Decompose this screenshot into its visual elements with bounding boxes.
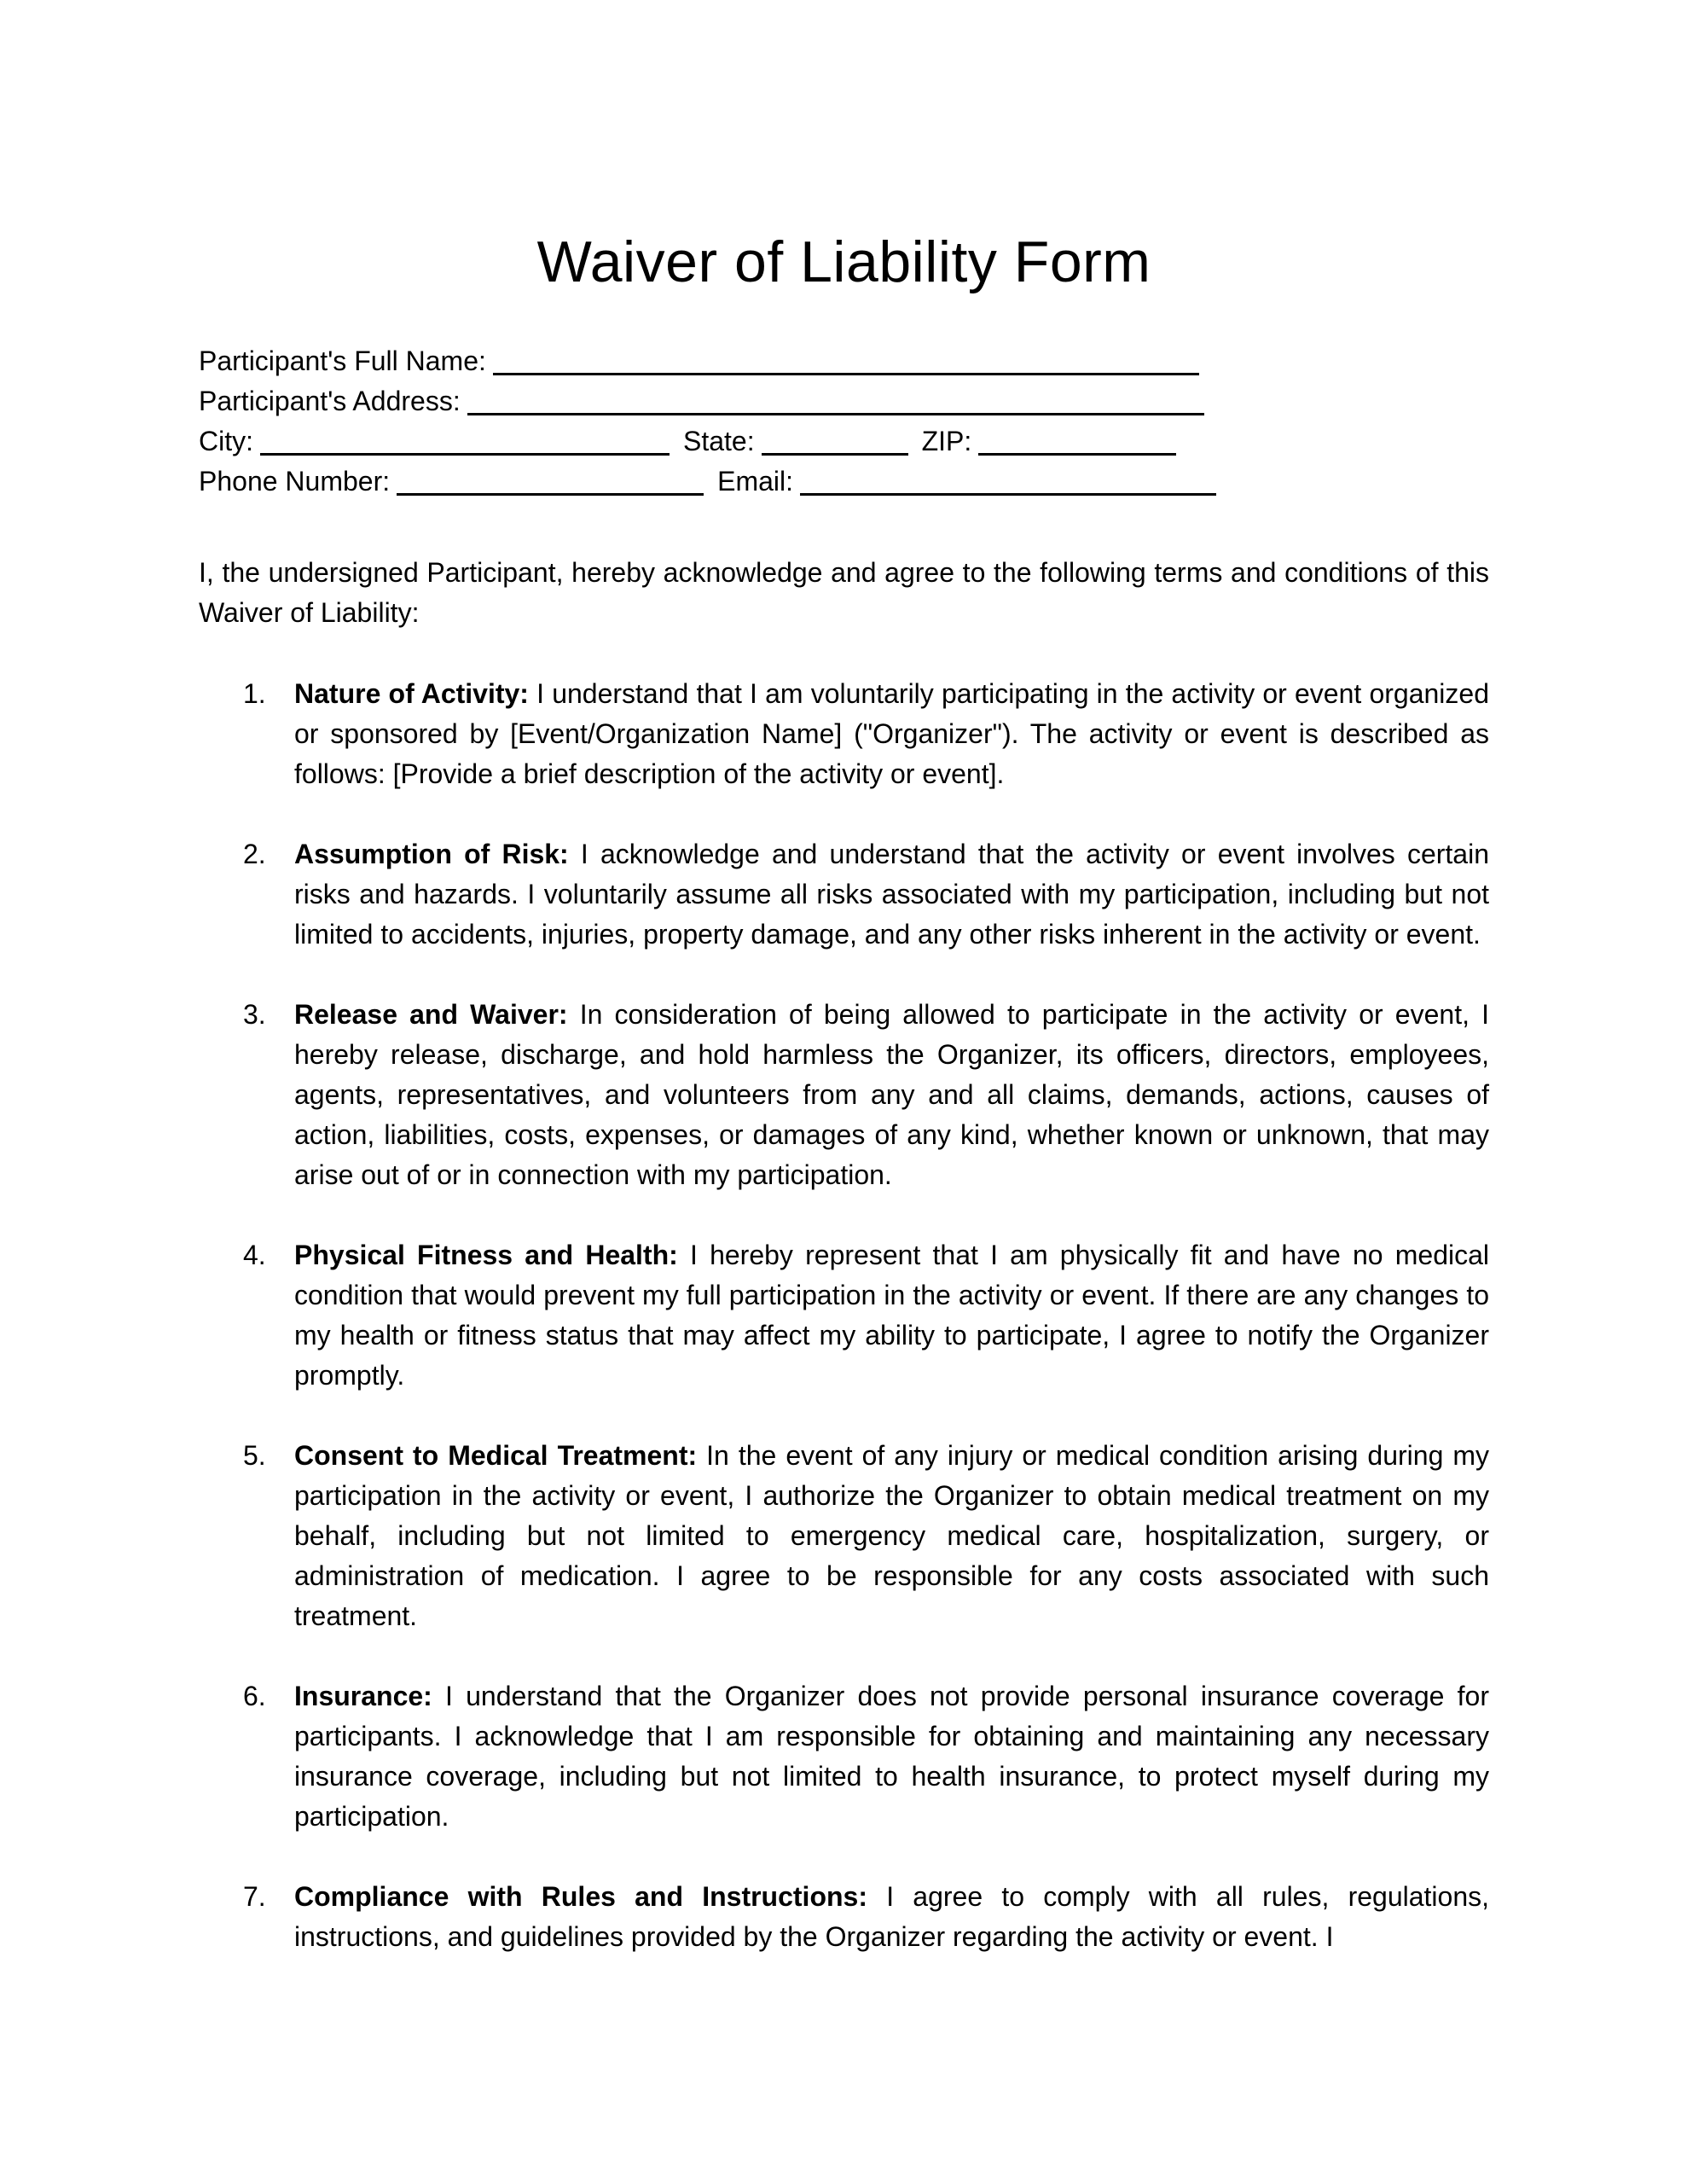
full-name-label: Participant's Full Name: [199, 346, 486, 376]
term-item-7 [199, 1877, 1489, 1957]
phone-label: Phone Number: [199, 466, 391, 497]
document-title: Waiver of Liability Form [536, 229, 1151, 294]
term-number: 7. [243, 1881, 266, 1912]
city-blank [260, 451, 670, 456]
term-item-3 [199, 995, 1489, 1195]
full-name-blank [493, 371, 1199, 375]
term-label: Release and Waiver: [294, 999, 568, 1030]
term-label: Nature of Activity: [294, 678, 529, 709]
field-phone-email [199, 462, 1489, 502]
term-text: In the event of any injury or medical condition arising during my participation in the activity or event, I authorize the Organizer to obtain medical treatment on my behalf, including but not limited to emergency medical care, hospitalization, surgery, or administration of medication. I agree to be responsible for any costs associated with such treatment. [294, 1440, 1490, 1631]
term-label: Assumption of Risk: [294, 839, 569, 869]
term-text: I understand that I am voluntarily participating in the activity or event organized or sponsored by [Event/Organization Name] ("Organizer"). The activity or event is described as follows: [Provide a brief description of the activity or event]. [294, 678, 1490, 789]
term-text: I hereby represent that I am physically fit and have no medical condition that would prevent my full participation in the activity or event. If there are any changes to my health or fitness status that may affect my ability to participate, I agree to notify the Organizer promptly. [294, 1240, 1490, 1391]
address-label: Participant's Address: [199, 386, 461, 416]
email-blank [800, 491, 1216, 496]
field-full-name [199, 341, 1489, 381]
term-number: 6. [243, 1681, 266, 1711]
intro-paragraph: I, the undersigned Participant, hereby acknowledge and agree to the following terms and conditions of this Waiver of Liability: [199, 557, 1489, 628]
term-item-2 [199, 834, 1489, 955]
state-label: State: [683, 426, 755, 456]
city-label: City: [199, 426, 253, 456]
term-number: 3. [243, 999, 266, 1030]
term-text: In consideration of being allowed to participate in the activity or event, I hereby release, discharge, and hold harmless the Organizer, its officers, directors, employees, agents, representatives, and volunteers from any and all claims, demands, actions, causes of action, liabilities, costs, expenses, or damages of any kind, whether known or unknown, that may arise out of or in connection with my participation. [294, 999, 1490, 1190]
term-item-4 [199, 1235, 1489, 1396]
term-number: 5. [243, 1440, 266, 1471]
term-text: I acknowledge and understand that the activity or event involves certain risks and hazards. I voluntarily assume all risks associated with my participation, including but not limited to accidents, injuries, property damage, and any other risks inherent in the activity or event. [294, 839, 1490, 950]
field-city-state-zip [199, 421, 1489, 462]
term-label: Insurance: [294, 1681, 432, 1711]
term-item-5 [199, 1436, 1489, 1636]
term-label: Compliance with Rules and Instructions: [294, 1881, 867, 1912]
term-item-6 [199, 1676, 1489, 1837]
term-label: Consent to Medical Treatment: [294, 1440, 698, 1471]
term-number: 4. [243, 1240, 266, 1270]
participant-fields [199, 341, 1489, 502]
zip-blank [978, 451, 1176, 456]
term-text: I agree to comply with all rules, regulations, instructions, and guidelines provided by the Organizer regarding the activity or event. I [294, 1881, 1489, 1952]
term-label: Physical Fitness and Health: [294, 1240, 678, 1270]
term-number: 1. [243, 678, 266, 709]
phone-blank [397, 491, 704, 496]
field-address [199, 381, 1489, 421]
state-blank [762, 451, 908, 456]
zip-label: ZIP: [921, 426, 972, 456]
terms-list [199, 674, 1489, 1957]
term-item-1 [199, 674, 1489, 794]
term-number: 2. [243, 839, 266, 869]
term-text: I understand that the Organizer does not provide personal insurance coverage for participants. I acknowledge that I am responsible for obtaining and maintaining any necessary insurance coverage, including but not limited to health insurance, to protect myself during my participation. [294, 1681, 1489, 1832]
address-blank [467, 411, 1204, 415]
email-label: Email: [717, 466, 794, 497]
